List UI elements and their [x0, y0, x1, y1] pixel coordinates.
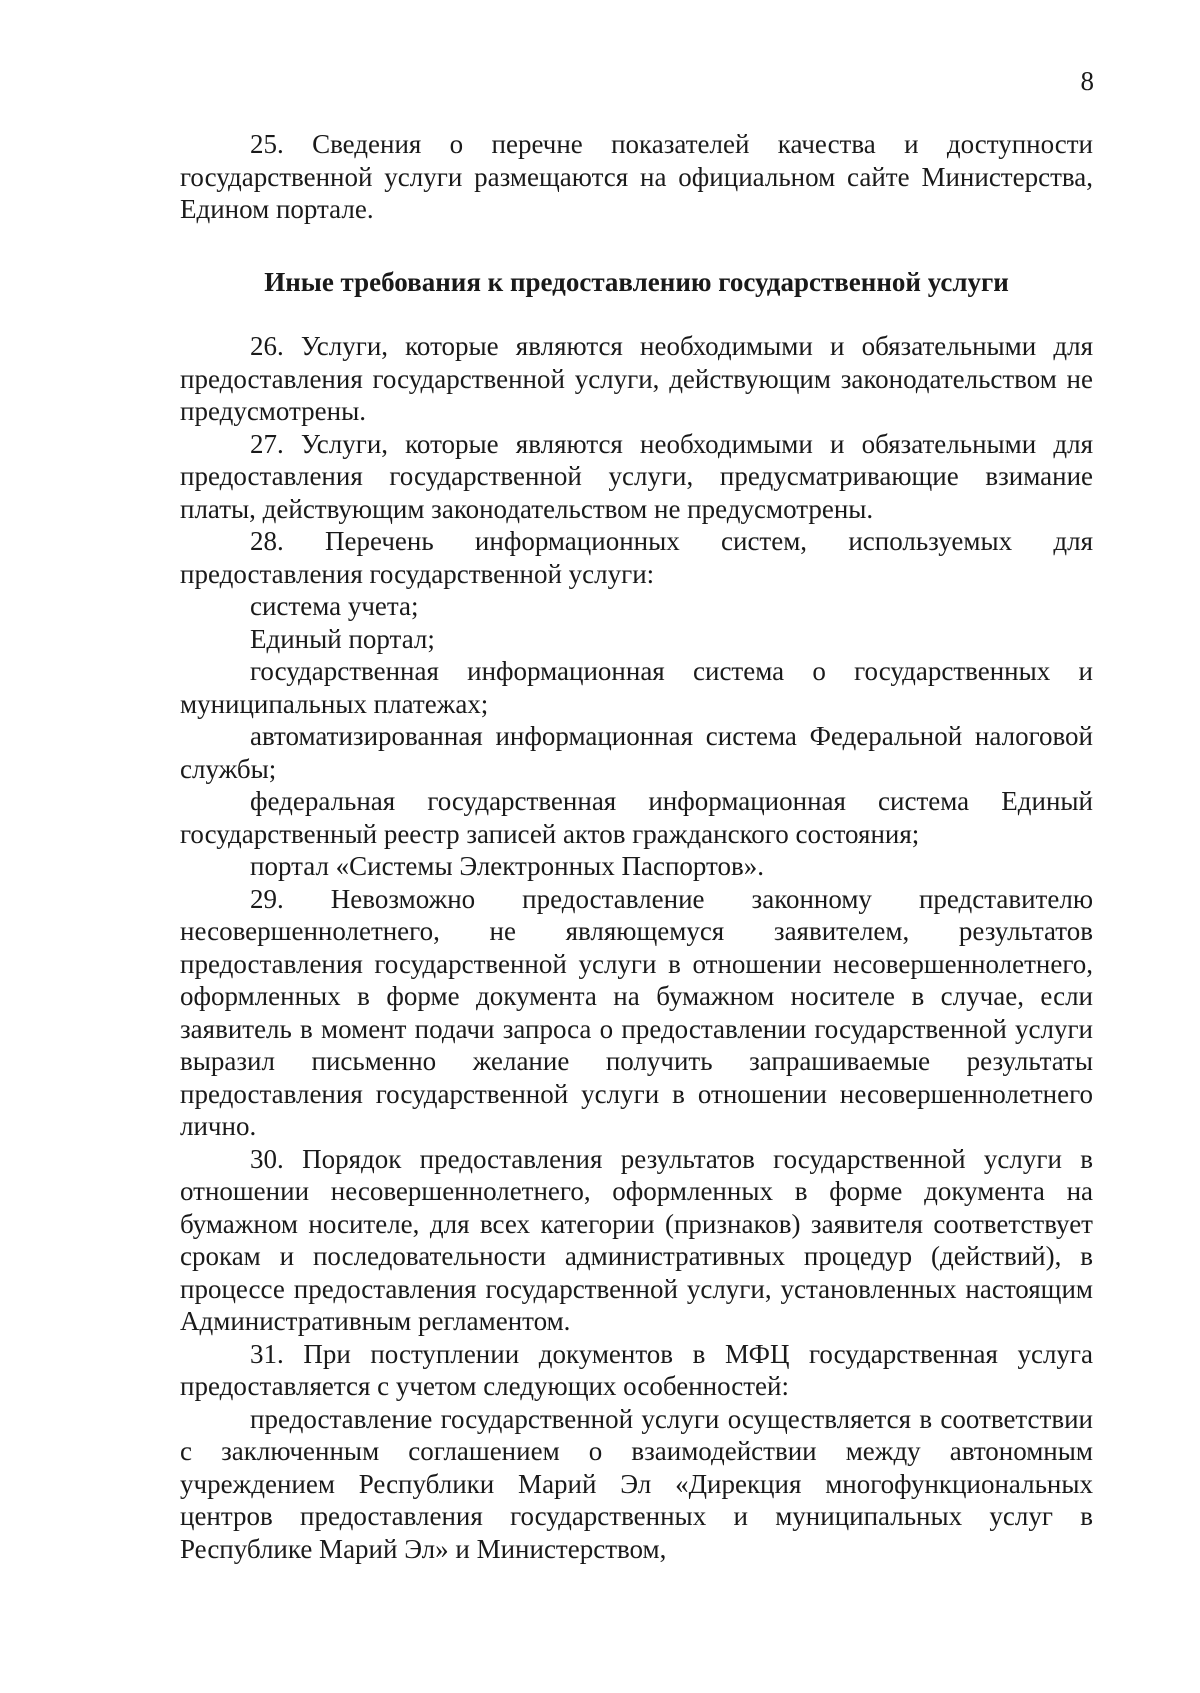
paragraph-29: 29. Невозможно предоставление законному представителю несовершеннолетнего, не являющемуся заявителем, результатов предоставления государственной услуги в отношении несовершеннолетнего, оформленных в форме документа на бумажном носителе в случае, если заявитель в момент подачи запроса о предоставлении государственной услуги выразил письменно желание получить запрашиваемые результаты предоставления государственной услуги в отношении несовершеннолетнего лично.: [180, 883, 1093, 1141]
document-body: [180, 128, 1093, 1565]
paragraph-26: 26. Услуги, которые являются необходимыми и обязательными для предоставления государственной услуги, действующим законодательством не предусмотрены.: [180, 331, 1093, 426]
paragraph-28: 28. Перечень информационных систем, используемых для предоставления государственной услуги:: [180, 526, 1093, 589]
list-item-electronic-passports-portal: портал «Системы Электронных Паспортов».: [250, 851, 764, 881]
paragraph-30: 30. Порядок предоставления результатов государственной услуги в отношении несовершеннолетнего, оформленных в форме документа на бумажном носителе, для всех категории (признаков) заявителя соответствует срокам и последовательности административных процедур (действий), в процессе предоставления государственной услуги, установленных настоящим Административным регламентом.: [180, 1143, 1093, 1336]
paragraph-31-detail: предоставление государственной услуги осуществляется в соответствии с заключенным соглашением о взаимодействии между автономным учреждением Республики Марий Эл «Дирекция многофункциональных центров предоставления государственных и муниципальных услуг в Республике Марий Эл» и Министерством,: [180, 1403, 1093, 1564]
paragraph-31: 31. При поступлении документов в МФЦ государственная услуга предоставляется с учетом следующих особенностей:: [180, 1338, 1093, 1401]
list-item-gis-payments: государственная информационная система о государственных и муниципальных платежах;: [180, 656, 1093, 719]
page-number: 8: [1080, 66, 1094, 96]
paragraph-25: 25. Сведения о перечне показателей качества и доступности государственной услуги размещаются на официальном сайте Министерства, Едином портале.: [180, 129, 1093, 224]
list-item-civil-registry-system: федеральная государственная информационная система Единый государственный реестр записей актов гражданского состояния;: [180, 786, 1093, 849]
section-heading: Иные требования к предоставлению государственной услуги: [264, 266, 1009, 297]
paragraph-27: 27. Услуги, которые являются необходимыми и обязательными для предоставления государственной услуги, предусматривающие взимание платы, действующим законодательством не предусмотрены.: [180, 428, 1093, 524]
list-item-accounting-system: система учета;: [250, 591, 419, 621]
list-item-tax-service-system: автоматизированная информационная система Федеральной налоговой службы;: [180, 721, 1093, 784]
list-item-unified-portal: Единый портал;: [250, 623, 435, 654]
